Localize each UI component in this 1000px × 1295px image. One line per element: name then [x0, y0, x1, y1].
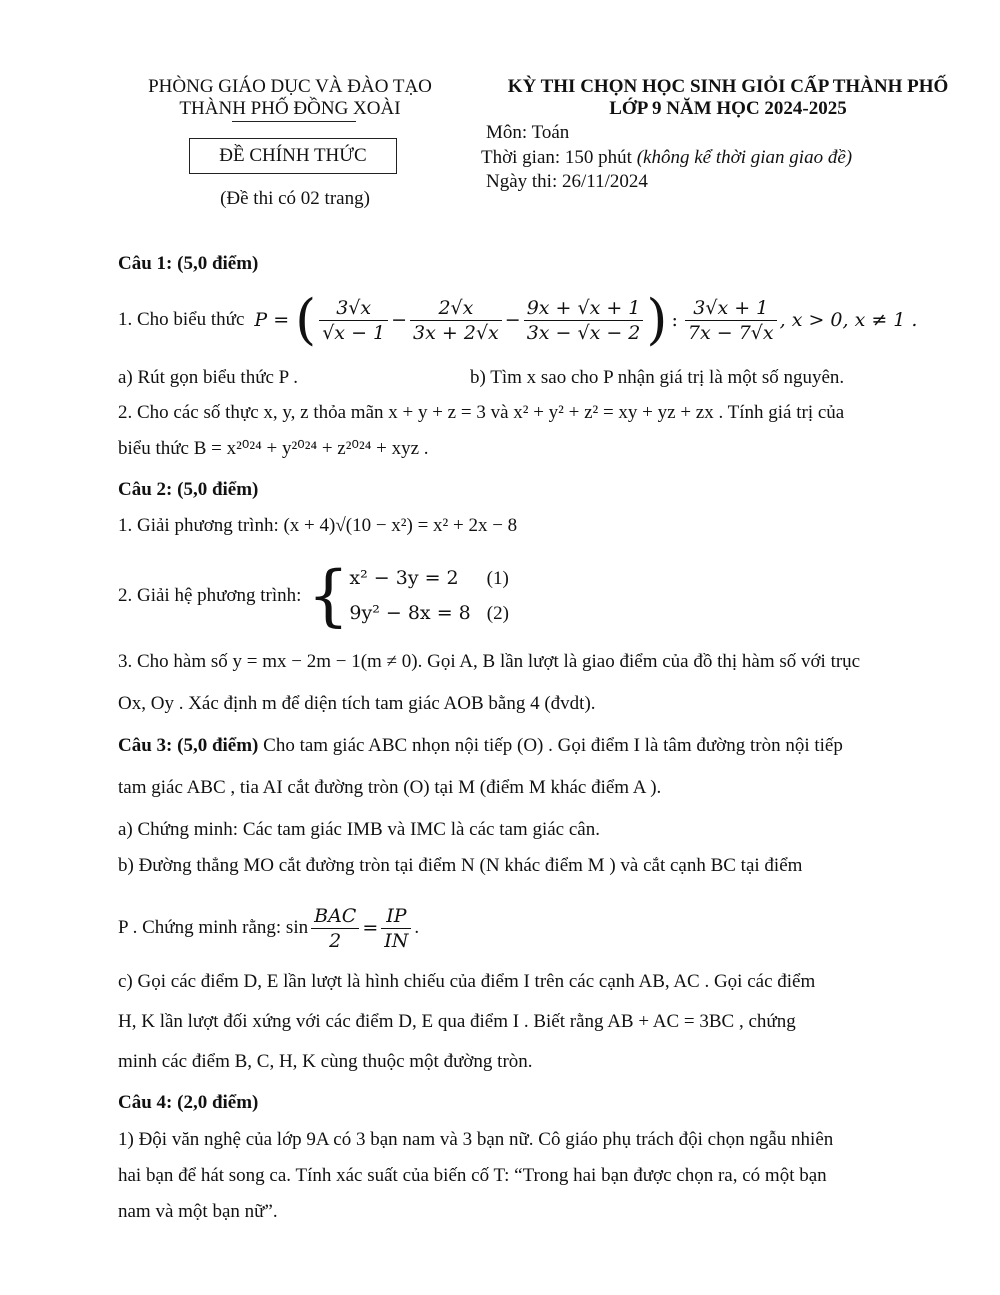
- official-label-box: [189, 138, 397, 174]
- q2-brace: {: [307, 557, 350, 634]
- time-line: [481, 147, 852, 169]
- q1-expression-line: [118, 288, 917, 352]
- q4-title: Câu 4: (2,0 điểm): [118, 1092, 259, 1113]
- q2-p3-line-2: Ox, Oy . Xác định m để diện tích tam giác AOB bằng 4 (đvdt).: [118, 693, 596, 714]
- q1-p2-line-2: biểu thức B = x²⁰²⁴ + y²⁰²⁴ + z²⁰²⁴ + xyz .: [118, 438, 429, 459]
- q1-P-symbol: P: [254, 309, 268, 331]
- q2-p3-line-1: 3. Cho hàm số y = mx − 2m − 1(m ≠ 0). Gọi A, B lần lượt là giao điểm của đồ thị hàm số với trục: [118, 651, 861, 672]
- q3-line-1: [118, 735, 843, 757]
- q1-fraction-1: $\frac{3√x}{√x - 1}$: [319, 296, 388, 345]
- q2-title: Câu 2: (5,0 điểm): [118, 479, 259, 500]
- q1-condition: , x > 0, x ≠ 1 .: [779, 309, 918, 331]
- q2-eq-1-tag: (1): [486, 568, 509, 589]
- q3-frac-ip-in: $\frac{IP}{IN}$: [381, 904, 411, 953]
- q3-part-c-line-1: c) Gọi các điểm D, E lần lượt là hình chiếu của điểm I trên các cạnh AB, AC . Gọi các điểm: [118, 971, 816, 992]
- time-label: Thời gian: 150 phút: [481, 147, 637, 168]
- q1-divide: :: [671, 309, 678, 331]
- q1-fraction-2: $\frac{2√x}{3x + 2√x}$: [410, 296, 502, 345]
- q2-eq-2-tag: (2): [486, 603, 509, 624]
- q1-p1-intro: 1. Cho biểu thức: [118, 309, 245, 330]
- q2-equations: [349, 561, 509, 631]
- subject: Môn: Toán: [486, 122, 570, 143]
- official-label: ĐỀ CHÍNH THỨC: [219, 145, 367, 166]
- q1-minus-1: −: [391, 309, 408, 331]
- exam-date: Ngày thi: 26/11/2024: [486, 171, 648, 192]
- q4-line-2: hai bạn để hát song ca. Tính xác suất của biến cố T: “Trong hai bạn được chọn ra, có một bạn: [118, 1165, 827, 1186]
- q1-part-b: b) Tìm x sao cho P nhận giá trị là một số nguyên.: [470, 367, 845, 388]
- org-line-1: PHÒNG GIÁO DỤC VÀ ĐÀO TẠO: [148, 76, 432, 97]
- q2-eq-1: x² − 3y = 2: [349, 567, 459, 589]
- exam-title-2: LỚP 9 NĂM HỌC 2024-2025: [609, 98, 847, 119]
- q1-minus-2: −: [504, 309, 521, 331]
- q2-system: [118, 557, 509, 634]
- q3-part-b-line-2: [118, 900, 419, 956]
- q3-part-b-line-1: b) Đường thẳng MO cắt đường tròn tại điểm N (N khác điểm M ) và cắt cạnh BC tại điểm: [118, 855, 803, 876]
- q3-part-c-line-3: minh các điểm B, C, H, K cùng thuộc một đường tròn.: [118, 1051, 533, 1072]
- exam-title-1: KỲ THI CHỌN HỌC SINH GIỎI CẤP THÀNH PHỐ: [507, 76, 949, 97]
- q1-left-paren: (: [295, 288, 317, 351]
- q2-p2-intro: 2. Giải hệ phương trình:: [118, 585, 302, 606]
- q1-p2-line-1: 2. Cho các số thực x, y, z thỏa mãn x + y + z = 3 và x² + y² + z² = xy + yz + zx . Tính giá trị của: [118, 402, 845, 423]
- q3-line-2: tam giác ABC , tia AI cắt đường tròn (O) tại M (điểm M khác điểm A ).: [118, 777, 662, 798]
- q1-right-paren: ): [646, 288, 668, 351]
- org-line-2: THÀNH PHỐ ĐỒNG XOÀI: [179, 98, 401, 119]
- pages-note: (Đề thi có 02 trang): [220, 188, 370, 209]
- time-note: (không kể thời gian giao đề): [636, 147, 853, 168]
- q3-b-equals: =: [362, 917, 379, 939]
- q1-fraction-3: $\frac{9x + √x + 1}{3x - √x - 2}$: [524, 296, 644, 345]
- q3-b-pre: P . Chứng minh rằng: sin: [118, 917, 309, 938]
- q2-eq-2: 9y² − 8x = 8: [349, 602, 471, 624]
- q3-frac-bac: $\frac{\text{BAC}}{2}$: [311, 904, 359, 953]
- q3-intro: Cho tam giác ABC nhọn nội tiếp (O) . Gọi điểm I là tâm đường tròn nội tiếp: [258, 735, 843, 756]
- org-underline: [232, 121, 356, 122]
- q1-equals: =: [273, 309, 290, 331]
- q1-fraction-4: $\frac{3√x + 1}{7x - 7√x}$: [685, 296, 777, 345]
- q2-p1: 1. Giải phương trình: (x + 4)√(10 − x²) = x² + 2x − 8: [118, 515, 518, 536]
- q3-part-c-line-2: H, K lần lượt đối xứng với các điểm D, E qua điểm I . Biết rằng AB + AC = 3BC , chứng: [118, 1011, 796, 1032]
- q1-title: Câu 1: (5,0 điểm): [118, 253, 259, 274]
- q4-line-3: nam và một bạn nữ”.: [118, 1201, 278, 1222]
- q3-part-a: a) Chứng minh: Các tam giác IMB và IMC là các tam giác cân.: [118, 819, 600, 840]
- q4-line-1: 1) Đội văn nghệ của lớp 9A có 3 bạn nam và 3 bạn nữ. Cô giáo phụ trách đội chọn ngẫu nhiên: [118, 1129, 834, 1150]
- q3-title: Câu 3: (5,0 điểm): [118, 735, 259, 756]
- q3-b-end: .: [414, 917, 420, 938]
- q1-part-a: a) Rút gọn biểu thức P .: [118, 367, 299, 388]
